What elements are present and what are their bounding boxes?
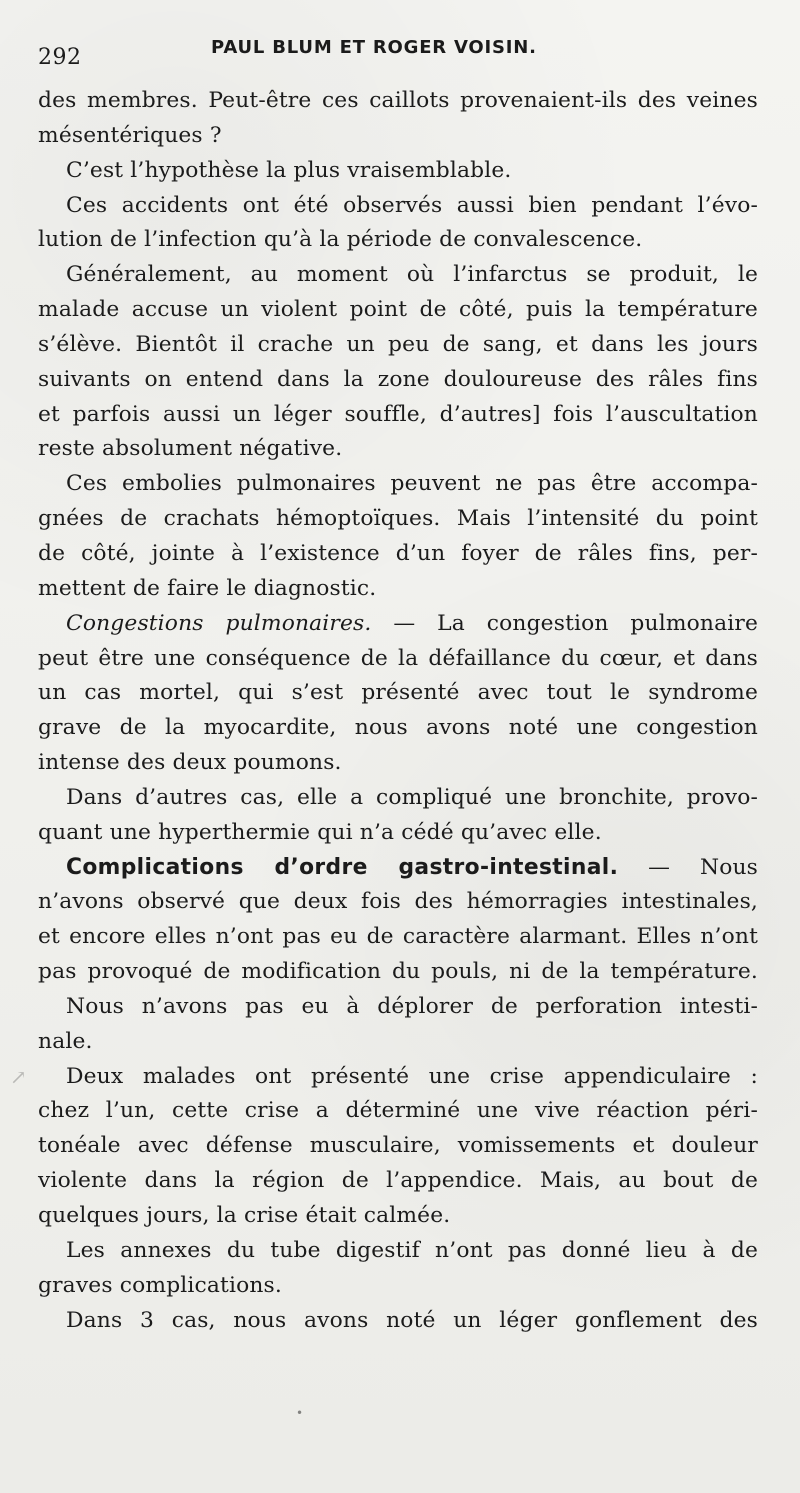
text-line: nale. — [38, 1028, 93, 1054]
body-text — [38, 84, 758, 1338]
section-heading-continuation: — La congestion pulmonaire — [371, 610, 758, 636]
section-line-complications — [38, 851, 758, 886]
text-line: mésentériques ? — [38, 122, 222, 148]
text-line: Ces embolies pulmonaires peuvent ne pas être accompa- — [66, 471, 758, 497]
running-title: PAUL BLUM ET ROGER VOISIN. — [211, 37, 537, 58]
page-number: 292 — [38, 45, 82, 70]
running-header — [38, 30, 758, 84]
text-line: lution de l’infection qu’à la période de convalescence. — [38, 227, 643, 253]
text-line: et encore elles n’ont pas eu de caractère alarmant. Elles n’ont — [38, 924, 758, 950]
text-line: des membres. Peut-être ces caillots provenaient-ils des veines — [38, 88, 758, 113]
text-line: Nous n’avons pas eu à déplorer de perforation intesti- — [66, 993, 758, 1019]
text-line: tonéale avec défense musculaire, vomissements et douleur — [38, 1133, 758, 1159]
text-line: suivants on entend dans la zone douloureuse des râles fins — [38, 366, 758, 392]
text-line: s’élève. Bientôt il crache un peu de sang, et dans les jours — [38, 331, 758, 357]
section-heading-continuation: — Nous — [618, 854, 758, 880]
text-line: intense des deux poumons. — [38, 750, 342, 776]
text-line: et parfois aussi un léger souffle, d’autres] fois l’auscultation — [38, 401, 758, 427]
text-line: graves complications. — [38, 1272, 282, 1298]
text-line: un cas mortel, qui s’est présenté avec tout le syndrome — [38, 680, 758, 706]
text-line: grave de la myocardite, nous avons noté une congestion — [38, 715, 758, 741]
text-line: gnées de crachats hémoptoïques. Mais l’intensité du point — [38, 506, 758, 532]
text-line: chez l’un, cette crise a déterminé une vive réaction péri- — [38, 1098, 758, 1124]
text-line: C’est l’hypothèse la plus vraisemblable. — [66, 157, 512, 183]
text-line: malade accuse un violent point de côté, puis la température — [38, 297, 758, 323]
text-line: mettent de faire le diagnostic. — [38, 575, 377, 601]
paper-speck: • — [296, 1406, 304, 1420]
text-line: Dans 3 cas, nous avons noté un léger gonflement des — [66, 1307, 758, 1333]
text-line: quelques jours, la crise était calmée. — [38, 1203, 451, 1228]
text-line: Dans d’autres cas, elle a compliqué une bronchite, provo- — [66, 784, 758, 810]
text-line: violente dans la région de l’appendice. Mais, au bout de — [38, 1168, 758, 1194]
text-line: Généralement, au moment où l’infarctus se produit, le — [66, 262, 758, 288]
text-line: pas provoqué de modification du pouls, ni de la température. — [38, 959, 758, 985]
text-line: reste absolument négative. — [38, 436, 343, 462]
text-line: peut être une conséquence de la défaillance du cœur, et dans — [38, 645, 758, 671]
text-line: de côté, jointe à l’existence d’un foyer de râles fins, per- — [38, 540, 758, 566]
text-line: Deux malades ont présenté une crise appendiculaire : — [66, 1063, 758, 1089]
section-line-congestions — [38, 607, 758, 642]
margin-pencil-mark: ↗ — [10, 1065, 27, 1089]
text-line: Ces accidents ont été observés aussi bien pendant l’évo- — [66, 192, 758, 218]
text-line: quant une hyperthermie qui n’a cédé qu’avec elle. — [38, 819, 602, 845]
text-line: Les annexes du tube digestif n’ont pas donné lieu à de — [66, 1237, 758, 1263]
text-line: n’avons observé que deux fois des hémorragies intestinales, — [38, 889, 758, 915]
section-heading-complications: Complications d’ordre gastro-intestinal. — [66, 854, 619, 880]
section-heading-congestions: Congestions pulmonaires. — [66, 610, 372, 636]
